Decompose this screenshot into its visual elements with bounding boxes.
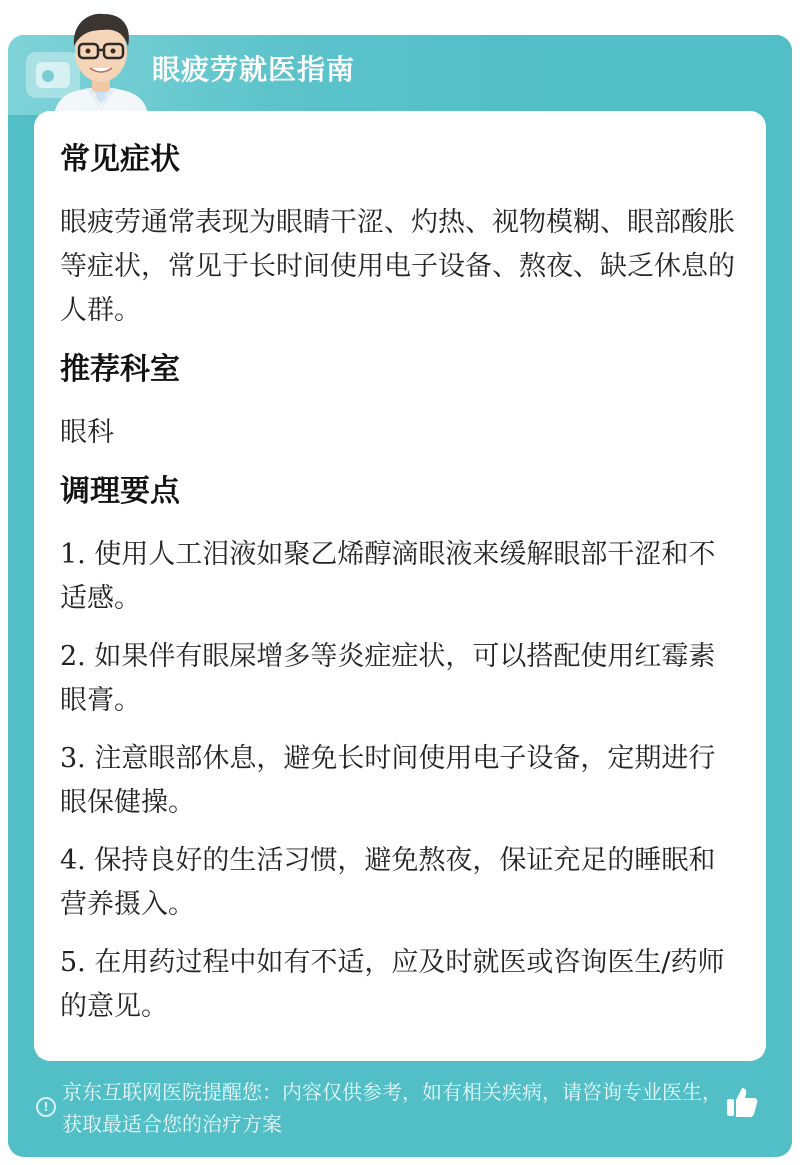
care-tip-number: 3. [60,743,86,774]
doctor-avatar-icon [46,4,156,116]
care-tip-text: 注意眼部休息，避免长时间使用电子设备，定期进行眼保健操。 [60,743,716,818]
care-tip [60,839,740,927]
care-tip-number: 5. [60,947,86,978]
thumbs-up-icon[interactable] [724,1084,760,1120]
care-section [60,471,740,1029]
symptoms-heading: 常见症状 [60,142,180,177]
department-body: 眼科 [60,417,114,448]
info-icon: ! [36,1097,56,1117]
symptoms-section [60,139,740,333]
department-heading: 推荐科室 [60,352,180,387]
care-tip-text: 使用人工泪液如聚乙烯醇滴眼液来缓解眼部干涩和不适感。 [60,539,716,614]
symptoms-body: 眼疲劳通常表现为眼睛干涩、灼热、视物模糊、眼部酸胀等症状，常见于长时间使用电子设备、熬夜、缺乏休息的人群。 [60,207,735,326]
department-section [60,349,740,455]
content-card [34,111,766,1061]
care-tip-text: 在用药过程中如有不适，应及时就医或咨询医生/药师的意见。 [60,947,725,1022]
care-tip [60,635,740,723]
care-tip [60,737,740,825]
care-tip-text: 保持良好的生活习惯，避免熬夜，保证充足的睡眠和营养摄入。 [60,845,716,920]
care-tip-text: 如果伴有眼屎增多等炎症症状，可以搭配使用红霉素眼膏。 [60,641,716,716]
care-tip [60,533,740,621]
page-title: 眼疲劳就医指南 [152,53,356,86]
footer-disclaimer: 京东互联网医院提醒您：内容仅供参考，如有相关疾病，请咨询专业医生，获取最适合您的治疗方案 [62,1080,722,1136]
care-tip-number: 2. [60,641,86,672]
care-tip-number: 1. [60,539,86,570]
care-heading: 调理要点 [60,474,180,509]
care-tip-number: 4. [60,845,86,876]
care-tip [60,941,740,1029]
